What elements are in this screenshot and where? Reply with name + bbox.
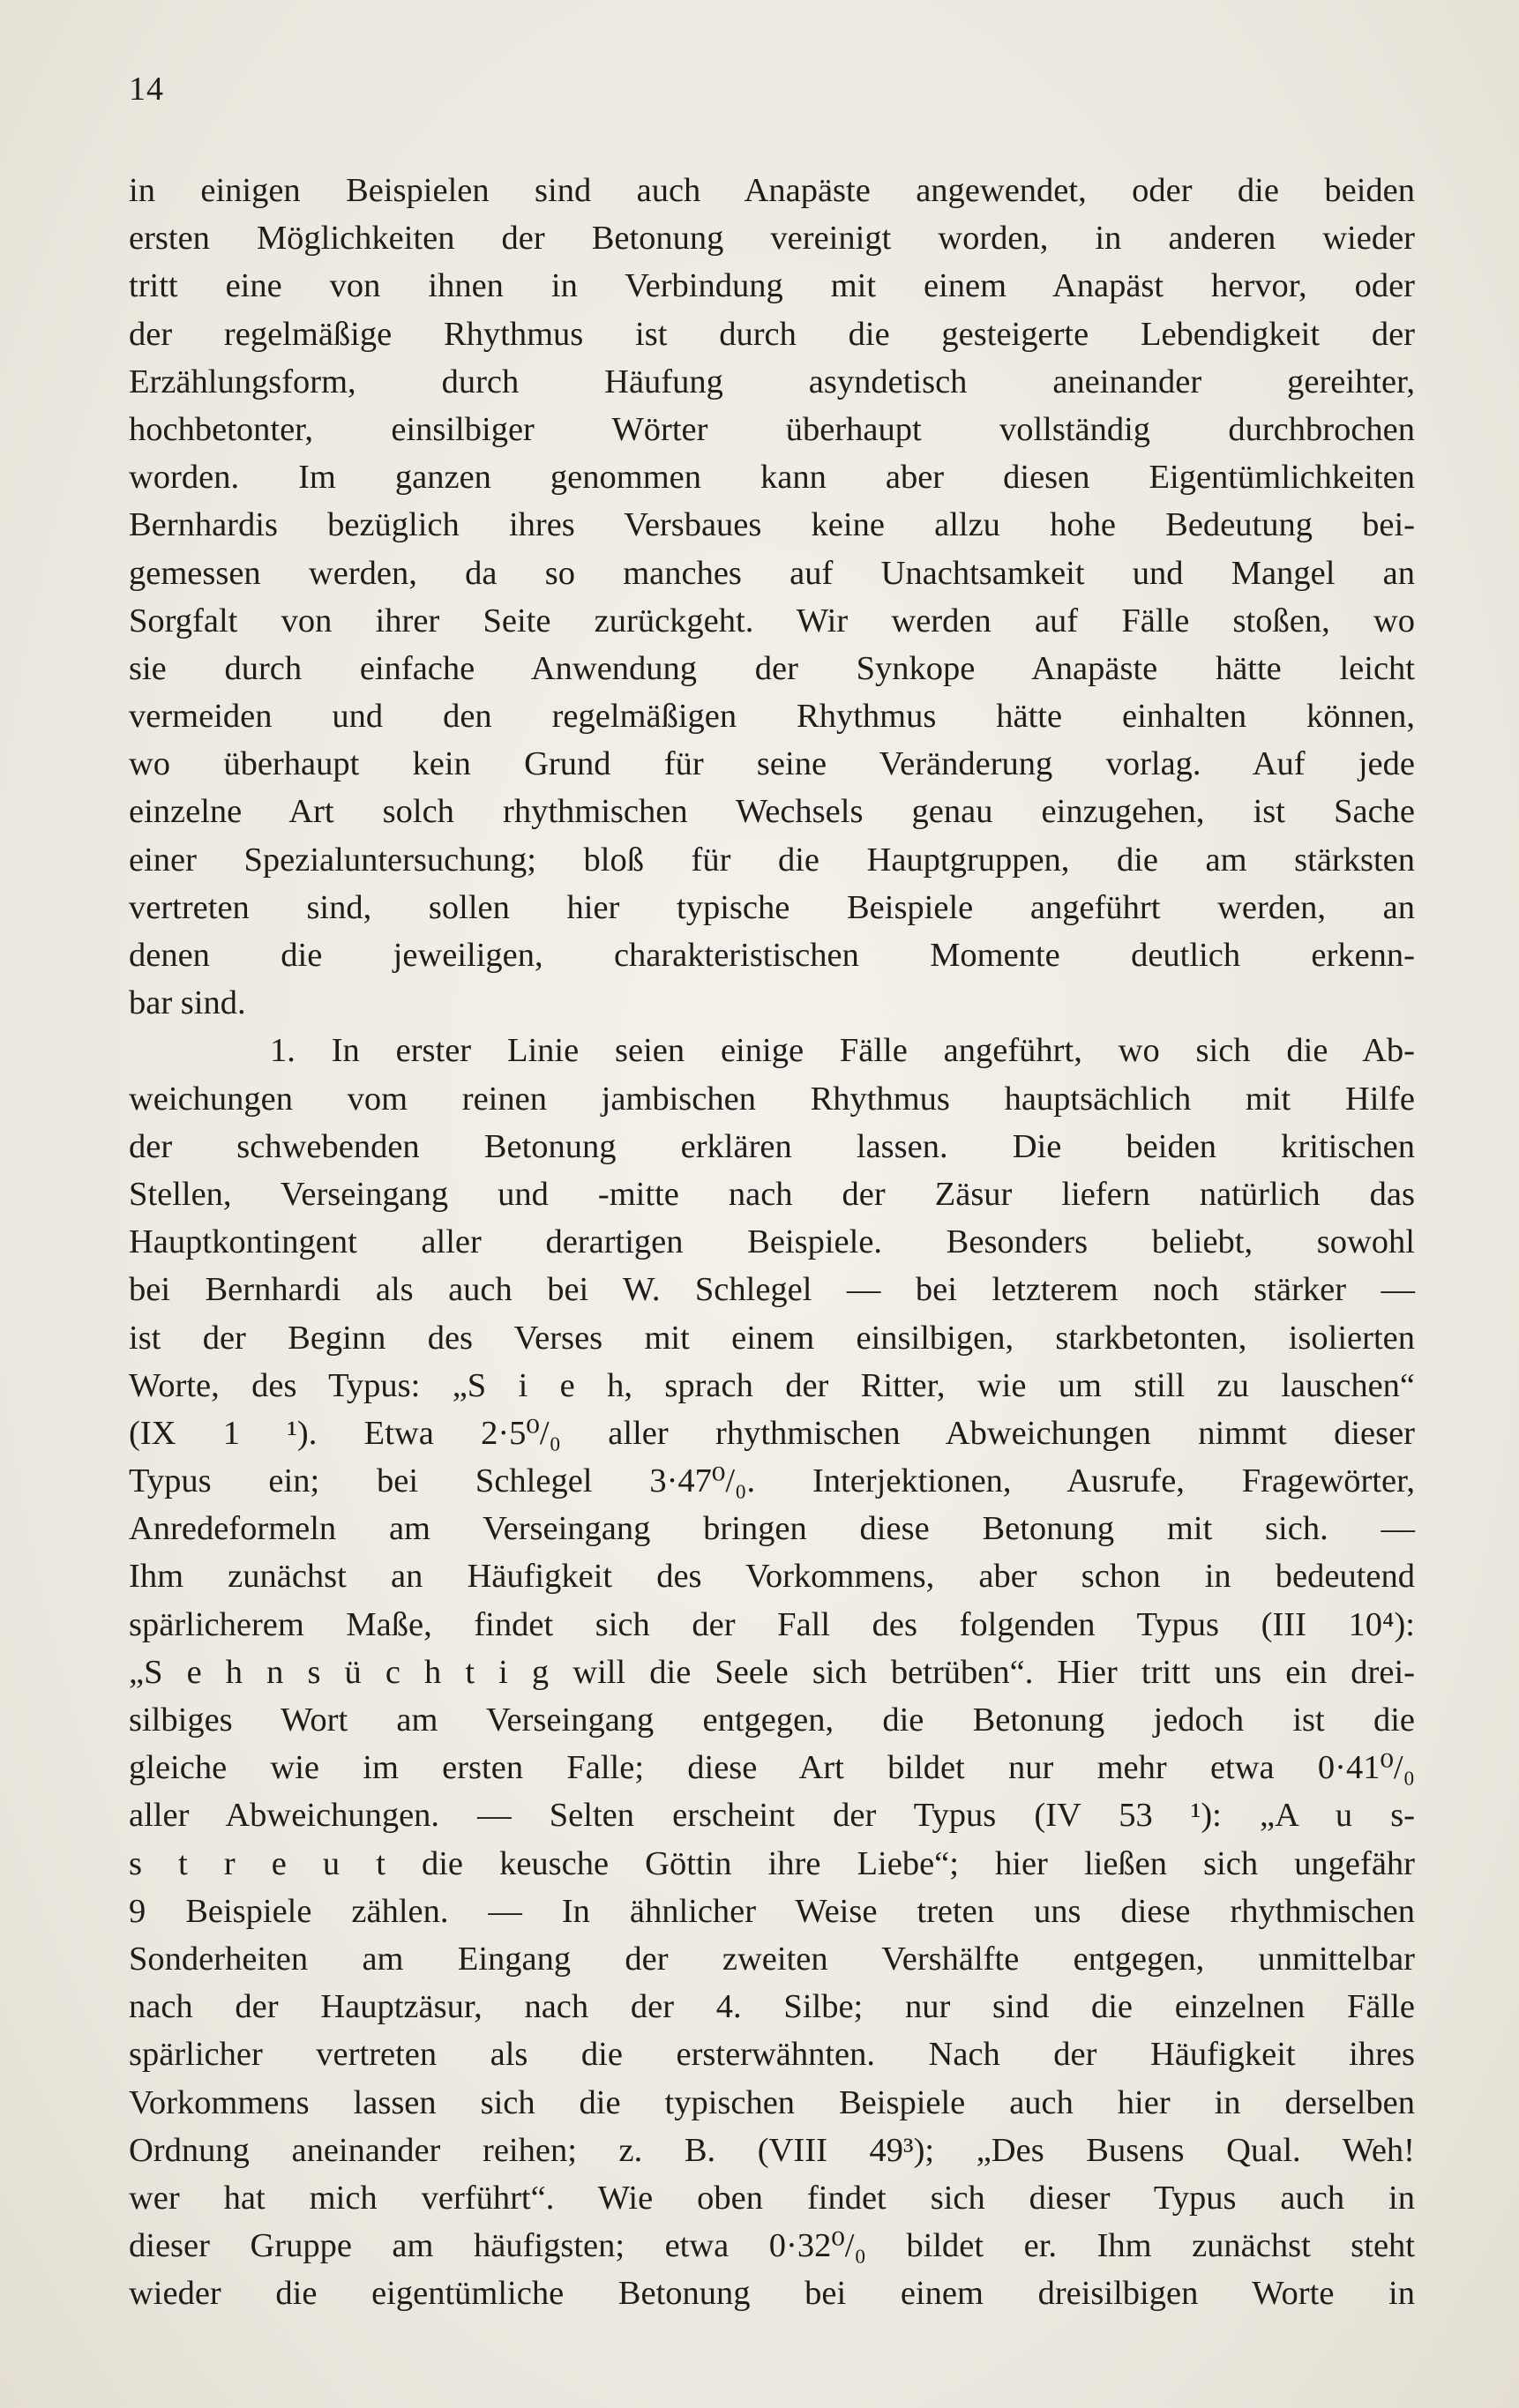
text-line: wieder die eigentümliche Betonung bei einem dreisilbigen Worte in: [129, 2275, 1415, 2313]
text-line: ersten Möglichkeiten der Betonung vereinigt worden, in anderen wieder: [129, 220, 1415, 258]
text-line: Vorkommens lassen sich die typischen Beispiele auch hier in derselben: [129, 2083, 1415, 2121]
text-line: vermeiden und den regelmäßigen Rhythmus hätte einhalten können,: [129, 698, 1415, 736]
text-line: der regelmäßige Rhythmus ist durch die gesteigerte Lebendigkeit der: [129, 315, 1415, 353]
text-line: Ordnung aneinander reihen; z. B. (VIII 49³); „Des Busens Qual. Weh!: [129, 2131, 1415, 2169]
text-line: Hauptkontingent aller derartigen Beispiele. Besonders beliebt, sowohl: [129, 1223, 1415, 1261]
text-line: Worte, des Typus: „S i e h, sprach der Ritter, wie um still zu lauschen“: [129, 1366, 1415, 1404]
text-line: der schwebenden Betonung erklären lassen. Die beiden kritischen: [129, 1127, 1415, 1165]
text-line: spärlicher vertreten als die ersterwähnten. Nach der Häufigkeit ihres: [129, 2036, 1415, 2074]
text-line: denen die jeweiligen, charakteristischen Momente deutlich erkenn-: [129, 937, 1415, 974]
text-line: bei Bernhardi als auch bei W. Schlegel — bei letzterem noch stärker —: [129, 1271, 1415, 1309]
text-line: vertreten sind, sollen hier typische Beispiele angeführt werden, an: [129, 888, 1415, 926]
text-line: 9 Beispiele zählen. — In ähnlicher Weise treten uns diese rhythmischen: [129, 1892, 1415, 1930]
text-line: dieser Gruppe am häufigsten; etwa 0·32⁰/₀ bildet er. Ihm zunächst steht: [129, 2227, 1415, 2265]
text-line: einer Spezialuntersuchung; bloß für die Hauptgruppen, die am stärksten: [129, 841, 1415, 879]
text-line: silbiges Wort am Verseingang entgegen, die Betonung jedoch ist die: [129, 1701, 1415, 1739]
numbered-paragraph-start: 1. In erster Linie seien einige Fälle angeführt, wo sich die Ab-: [270, 1032, 1415, 1070]
text-line: Typus ein; bei Schlegel 3·47⁰/₀. Interjektionen, Ausrufe, Fragewörter,: [129, 1462, 1415, 1500]
text-line: weichungen vom reinen jambischen Rhythmus hauptsächlich mit Hilfe: [129, 1080, 1415, 1118]
text-line: Erzählungsform, durch Häufung asyndetisch aneinander gereihter,: [129, 363, 1415, 400]
text-line: gleiche wie im ersten Falle; diese Art bildet nur mehr etwa 0·41⁰/₀: [129, 1749, 1415, 1787]
text-line: Bernhardis bezüglich ihres Versbaues keine allzu hohe Bedeutung bei-: [129, 506, 1415, 544]
paragraph-end-line: bar sind.: [129, 984, 246, 1022]
text-line: Anredeformeln am Verseingang bringen diese Betonung mit sich. —: [129, 1510, 1415, 1548]
text-line: einzelne Art solch rhythmischen Wechsels genau einzugehen, ist Sache: [129, 793, 1415, 831]
text-line: s t r e u t die keusche Göttin ihre Liebe“; hier ließen sich ungefähr: [129, 1844, 1415, 1882]
text-line: aller Abweichungen. — Selten erscheint der Typus (IV 53 ¹): „A u s-: [129, 1797, 1415, 1835]
text-line: „S e h n s ü c h t i g will die Seele sich betrüben“. Hier tritt uns ein drei-: [129, 1653, 1415, 1691]
text-line: Sonderheiten am Eingang der zweiten Vershälfte entgegen, unmittelbar: [129, 1940, 1415, 1978]
text-line: nach der Hauptzäsur, nach der 4. Silbe; nur sind die einzelnen Fälle: [129, 1988, 1415, 2026]
text-line: worden. Im ganzen genommen kann aber diesen Eigentümlichkeiten: [129, 459, 1415, 497]
text-line: wer hat mich verführt“. Wie oben findet sich dieser Typus auch in: [129, 2179, 1415, 2217]
text-line: Ihm zunächst an Häufigkeit des Vorkommens, aber schon in bedeutend: [129, 1558, 1415, 1596]
text-line: in einigen Beispielen sind auch Anapäste angewendet, oder die beiden: [129, 172, 1415, 209]
text-line: tritt eine von ihnen in Verbindung mit einem Anapäst hervor, oder: [129, 267, 1415, 305]
text-line: hochbetonter, einsilbiger Wörter überhaupt vollständig durchbrochen: [129, 410, 1415, 448]
body-text: [129, 167, 1415, 2317]
text-line: sie durch einfache Anwendung der Synkope Anapäste hätte leicht: [129, 649, 1415, 687]
text-line: ist der Beginn des Verses mit einem einsilbigen, starkbetonten, isolierten: [129, 1319, 1415, 1357]
text-line: Stellen, Verseingang und -mitte nach der Zäsur liefern natürlich das: [129, 1175, 1415, 1213]
text-line: spärlicherem Maße, findet sich der Fall des folgenden Typus (III 10⁴):: [129, 1605, 1415, 1643]
text-line: wo überhaupt kein Grund für seine Veränderung vorlag. Auf jede: [129, 745, 1415, 783]
page-number: 14: [129, 71, 164, 108]
text-line: gemessen werden, da so manches auf Unachtsamkeit und Mangel an: [129, 554, 1415, 592]
text-line: Sorgfalt von ihrer Seite zurückgeht. Wir werden auf Fälle stoßen, wo: [129, 602, 1415, 639]
text-line: (IX 1 ¹). Etwa 2·5⁰/₀ aller rhythmischen Abweichungen nimmt dieser: [129, 1414, 1415, 1452]
